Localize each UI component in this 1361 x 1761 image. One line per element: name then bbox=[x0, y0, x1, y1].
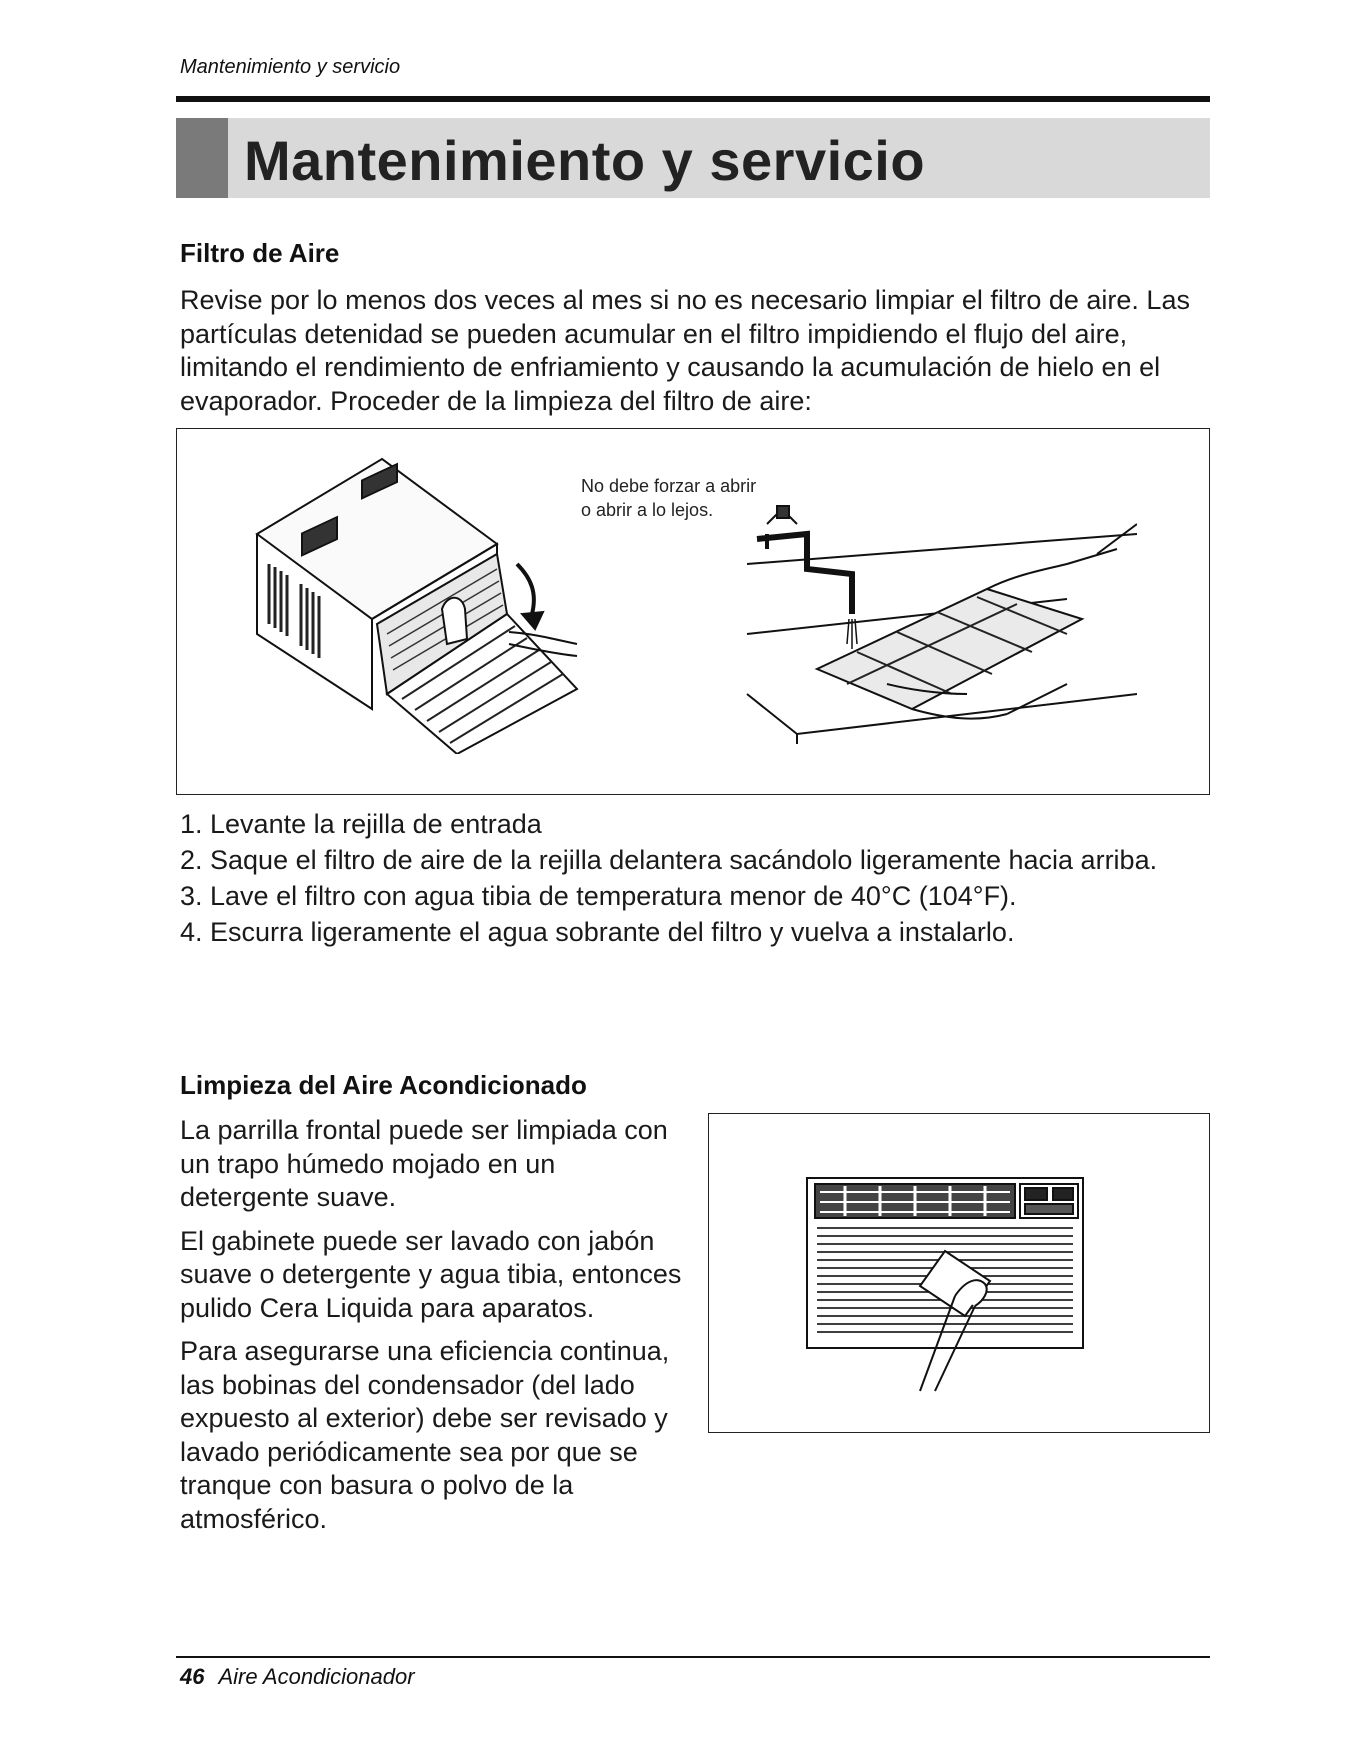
filter-washing-illustration bbox=[737, 494, 1137, 744]
limpieza-paragraph-1: La parrilla frontal puede ser limpiada con un trapo húmedo mojado en un detergente suave. bbox=[180, 1115, 668, 1212]
section-heading-filtro: Filtro de Aire bbox=[180, 238, 340, 268]
page-title: Mantenimiento y servicio bbox=[244, 129, 926, 192]
running-header: Mantenimiento y servicio bbox=[180, 56, 401, 78]
limpieza-paragraph-2: El gabinete puede ser lavado con jabón suave o detergente y agua tibia, entonces pulido Cera Liquida para aparatos. bbox=[180, 1225, 682, 1323]
list-item: 1. Levante la rejilla de entrada bbox=[180, 809, 542, 839]
ac-front-cleaning-illustration bbox=[805, 1176, 1085, 1396]
figure-note-line1: No debe forzar a abrir bbox=[581, 476, 757, 496]
list-item: 4. Escurra ligeramente el agua sobrante del filtro y vuelva a instalarlo. bbox=[180, 917, 1015, 947]
top-rule bbox=[176, 96, 1210, 102]
footer-label: Aire Acondicionador bbox=[218, 1664, 415, 1689]
limpieza-paragraph-3: Para asegurarse una eficiencia continua, las bobinas del condensador (del lado expuesto al exterior) debe ser revisado y lavado periódicamente sea por que se tranque con basura o polvo de la atmosférico. bbox=[180, 1336, 670, 1534]
ac-open-grille-illustration bbox=[247, 454, 607, 754]
filter-steps-list bbox=[180, 806, 1157, 950]
cleaning-figure bbox=[708, 1113, 1210, 1433]
section-heading-limpieza: Limpieza del Aire Acondicionado bbox=[180, 1070, 587, 1100]
filter-figure bbox=[176, 428, 1210, 795]
list-item: 2. Saque el filtro de aire de la rejilla delantera sacándolo ligeramente hacia arriba. bbox=[180, 845, 1158, 875]
bottom-rule bbox=[176, 1656, 1210, 1658]
filtro-intro-paragraph: Revise por lo menos dos veces al mes si no es necesario limpiar el filtro de aire. Las partículas detenidad se pueden acumular en el filtro impidiendo el flujo del aire, limitando el rendimiento de enfriamiento y causando la acumulación de hielo en el evaporador. Proceder de la limpieza del filtro de aire: bbox=[180, 285, 1190, 416]
page-footer bbox=[180, 1664, 415, 1690]
limpieza-text-column bbox=[180, 1114, 690, 1546]
page-number: 46 bbox=[180, 1664, 205, 1689]
title-accent-block bbox=[176, 118, 228, 198]
figure-note-line2: o abrir a lo lejos. bbox=[581, 500, 714, 520]
list-item: 3. Lave el filtro con agua tibia de temperatura menor de 40°C (104°F). bbox=[180, 881, 1017, 911]
